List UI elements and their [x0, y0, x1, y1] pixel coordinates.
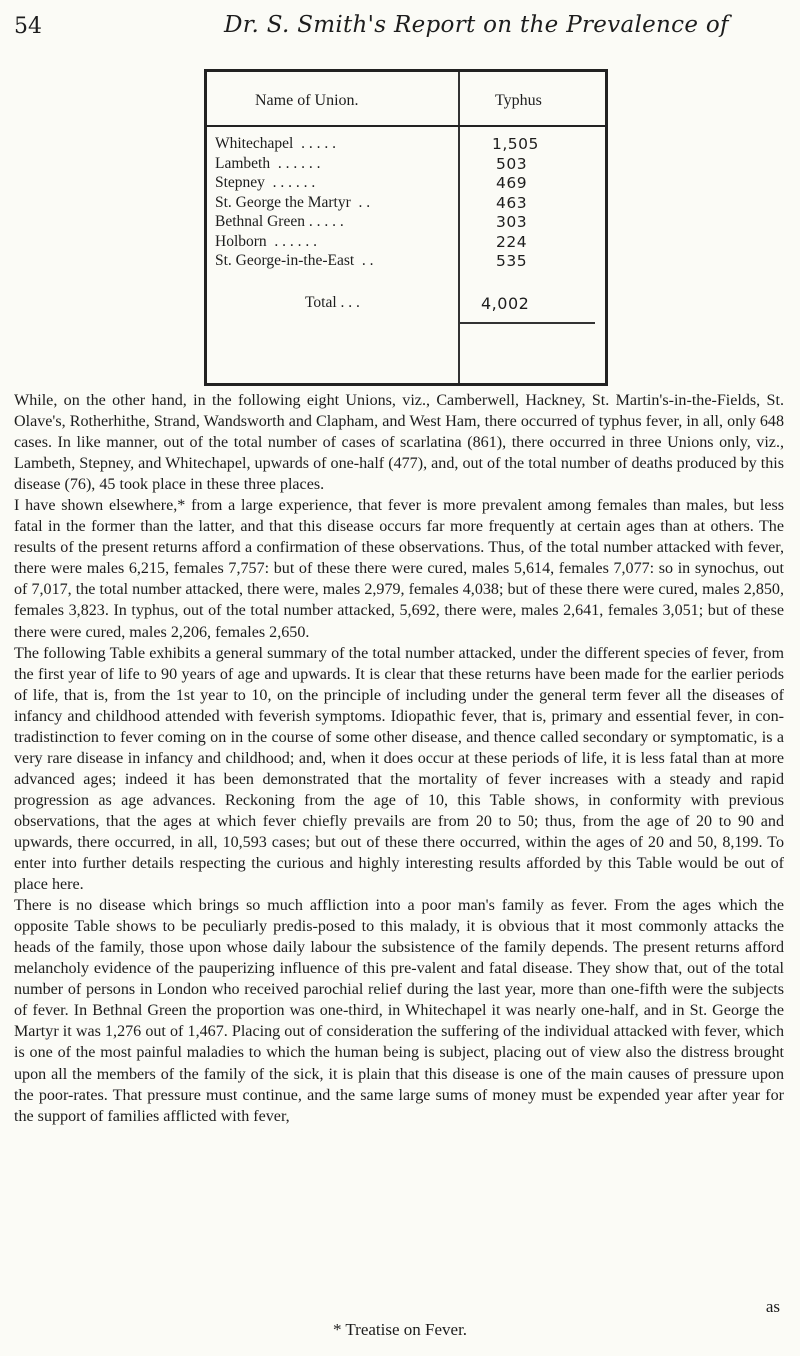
union-name: St. George-in-the-East . .	[215, 252, 374, 269]
header-typhus: Typhus	[495, 92, 542, 109]
typhus-count: 503	[496, 154, 528, 173]
body-text	[14, 390, 784, 1127]
paragraph: While, on the other hand, in the following eight Unions, viz., Camberwell, Hackney, St. Martin's-in-the-Fields, St. Olave's, Rotherhithe, Strand, Wandsworth and Clapham, and West Ham, there occurred of typhus fever, in all, only 648 cases. In like manner, out of the total number of cases of scarlatina (861), there occurred in three Unions only, viz., Lambeth, Stepney, and Whitechapel, upwards of one-half (477), and, out of the total number of deaths produced by this disease (76), 45 took place in these three places.	[14, 392, 784, 494]
running-title: Dr. S. Smith's Report on the Prevalence of	[224, 12, 729, 38]
union-name: Whitechapel . . . . .	[215, 135, 336, 152]
union-name: Holborn . . . . . .	[215, 232, 318, 250]
page-header	[14, 14, 786, 54]
table-row	[207, 213, 605, 233]
total-rule	[458, 322, 595, 324]
union-name: Bethnal Green . . . . .	[215, 213, 344, 230]
typhus-table	[204, 69, 608, 386]
paragraph: The following Table exhibits a general summary of the total number attacked, under the different species of fever, from the first year of life to 90 years of age and upwards. It is clear that these returns have been made for the earlier periods of life, that is, from the 1st year to 10, on the principle of including under the general term fever all the diseases of infancy and childhood attended with feverish symptoms. Idiopathic fever, that is, primary and essential fever, in con-tradistinction to fever coming on in the course of some other disease, and thence called secondary or symptomatic, is a very rare disease in infancy and childhood; and, when it does occur at these periods of life, it is less fatal than at more advanced ages; indeed it has been demonstrated that the mortality of fever increases with a steady and rapid progression as age advances. Reckoning from the age of 10, this Table shows, in conformity with previous observations, that the ages at which fever chiefly prevails are from 20 to 50; thus, from the age of 20 to 90 and upwards, there occurred, in all, 10,593 cases; but out of these there occurred, within the ages of 20 and 50, 8,199. To enter into further details respecting the curious and highly interesting results afforded by this Table would be out of place here.	[14, 644, 784, 894]
total-label: Total . . .	[305, 294, 360, 311]
table-row	[207, 135, 605, 155]
table-row	[207, 194, 605, 214]
paragraph: There is no disease which brings so much affliction into a poor man's family as fever. From the ages which the opposite Table shows to be peculiarly predis-posed to this malady, it is obvious that it most commonly attacks the heads of the family, those upon whose daily labour the subsistence of the family depends. The present returns afford melancholy evidence of the pauperizing influence of this pre-valent and fatal disease. They show that, out of the total number of persons in London who received parochial relief during the last year, more than one-fifth were the subjects of fever. In Bethnal Green the proportion was one-third, in Whitechapel it was nearly one-half, and in St. George the Martyr it was 1,276 out of 1,467. Placing out of consideration the suffering of the individual attacked with fever, which is one of the most painful maladies to which the human being is subject, placing out of view also the distress brought upon all the members of the family of the sick, it is plain that this disease is one of the main causes of pressure upon the poor-rates. That pressure must continue, and the same large sums of money must be expended year after year for the support of families afflicted with fever,	[14, 897, 784, 1125]
table-header	[207, 72, 605, 127]
typhus-count: 1,505	[492, 135, 539, 153]
typhus-count: 303	[496, 213, 528, 231]
union-name: Lambeth . . . . . .	[215, 154, 321, 172]
union-name: St. George the Martyr . .	[215, 193, 371, 211]
table-row	[207, 174, 605, 194]
typhus-count: 469	[496, 174, 528, 192]
total-value: 4,002	[481, 294, 530, 313]
table-row	[207, 155, 605, 175]
header-name-of-union: Name of Union.	[255, 92, 359, 109]
typhus-count: 535	[496, 252, 528, 270]
typhus-count: 224	[496, 232, 528, 251]
page-number: 54	[14, 14, 42, 39]
table-row	[207, 252, 605, 272]
union-name: Stepney . . . . . .	[215, 174, 316, 191]
catchword: as	[765, 1297, 780, 1316]
footnote: * Treatise on Fever.	[332, 1320, 468, 1339]
paragraph: I have shown elsewhere,* from a large experience, that fever is more prevalent among females than males, but less fatal in the former than the latter, and that this disease occurs far more frequently at certain ages than at others. The results of the present returns afford a confirmation of these observations. Thus, of the total number attacked with fever, there were males 6,215, females 7,757: but of these there were cured, males 5,614, females 7,077: so in synochus, out of 7,017, the total number attacked, there were, males 2,979, females 4,038; but of these there were cured, males 2,850, females 3,823. In typhus, out of the total number attacked, 5,692, there were, males 2,641, females 3,051; but of these there were cured, males 2,206, females 2,650.	[14, 497, 784, 641]
table-row	[207, 233, 605, 253]
typhus-count: 463	[496, 193, 528, 212]
